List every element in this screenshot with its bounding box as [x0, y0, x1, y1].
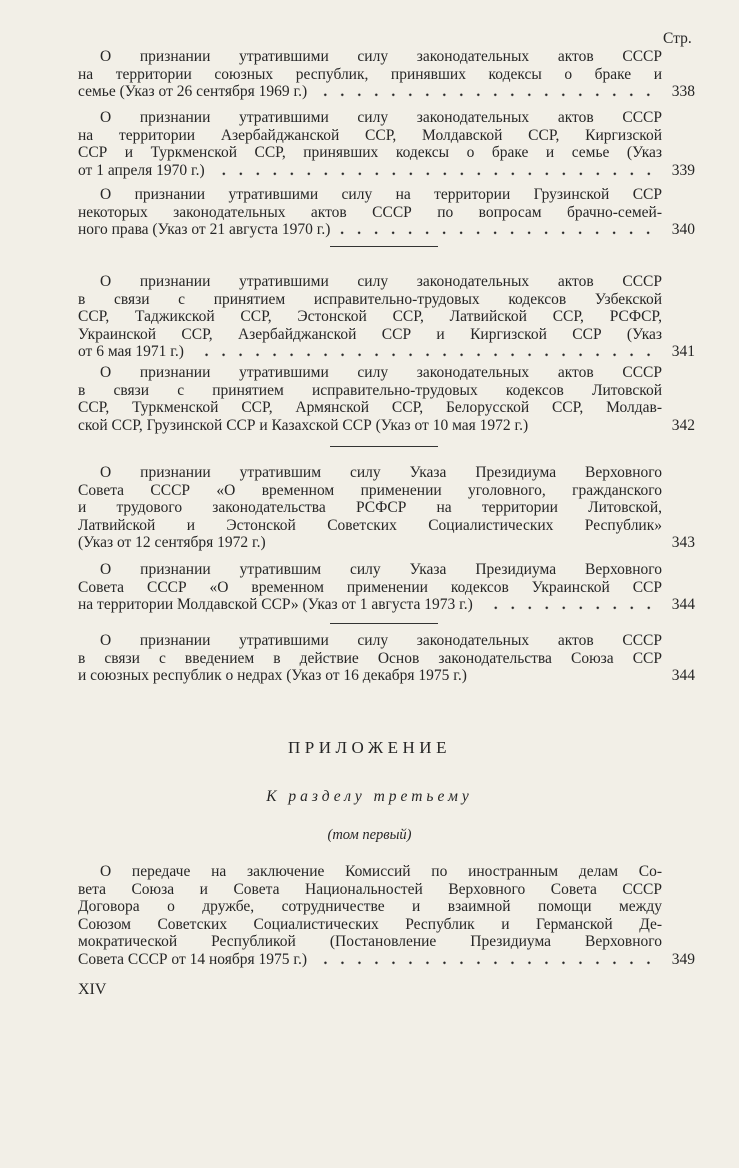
entry-page-number: 339 [671, 161, 695, 179]
entry-line: Союзом Советских Социалистических Республик и Германской Де- [78, 915, 662, 933]
entry-page-number: 344 [671, 596, 695, 614]
dot-leader [317, 951, 657, 969]
entry-text: и союзных республик о недрах (Указ от 16 декабря 1975 г.) [78, 667, 467, 685]
entry-page-number: 340 [671, 221, 695, 239]
entry-page-number: 343 [671, 534, 695, 552]
toc-entry [78, 863, 695, 969]
toc-entry [78, 273, 695, 361]
entry-last-line [78, 417, 695, 435]
entry-page-number: 341 [671, 343, 695, 361]
entry-line: в связи с принятием исправительно-трудовых кодексов Узбекской [78, 290, 662, 308]
entry-line: на территории союзных республик, принявших кодексы о браке и [78, 65, 662, 83]
entry-line: на территории Азербайджанской ССР, Молдавской ССР, Киргизской [78, 126, 662, 144]
entry-line: ССР и Туркменской ССР, принявших кодексы о браке и семье (Указ [78, 144, 662, 162]
entry-last-line [78, 83, 695, 101]
toc-entry [78, 186, 695, 239]
entry-last-line [78, 667, 695, 685]
entry-text: на территории Молдавской ССР» (Указ от 1 августа 1973 г.) [78, 596, 473, 614]
entry-line: Латвийской и Эстонской Советских Социалистических Республик» [78, 516, 662, 534]
entry-last-line [78, 534, 695, 552]
entry-last-line [78, 343, 695, 361]
entry-last-line [78, 596, 695, 614]
page-number: XIV [78, 981, 107, 998]
entry-last-line [78, 162, 695, 180]
entry-line: некоторых законодательных актов СССР по вопросам брачно-семей- [78, 203, 662, 221]
entry-line: в связи с введением в действие Основ законодательства Союза ССР [78, 649, 662, 667]
entry-line: Совета СССР «О временном применении уголовного, гражданского [78, 481, 662, 499]
toc-entry [78, 48, 695, 101]
entry-text: Совета СССР от 14 ноября 1975 г.) [78, 950, 308, 968]
toc-entry [78, 364, 695, 434]
entry-line: О признании утратившими силу законодательных актов СССР [100, 109, 662, 126]
entry-page-number: 349 [671, 950, 695, 968]
spacer [467, 667, 663, 685]
entry-line: О признании утратившими силу законодательных актов СССР [100, 364, 662, 381]
entry-line: Украинской ССР, Азербайджанской ССР и Киргизской ССР (Указ [78, 325, 662, 343]
dot-leader [483, 596, 657, 614]
appendix-section-heading: К разделу третьему [266, 788, 473, 805]
dot-leader [317, 83, 657, 101]
spacer [266, 534, 663, 552]
entry-text: ного права (Указ от 21 августа 1970 г.) [78, 221, 331, 239]
entry-line: и трудового законодательства РСФСР на территории Литовской, [78, 499, 662, 517]
entry-line: Договора о дружбе, сотрудничестве и взаимной помощи между [78, 898, 662, 916]
spacer [528, 417, 663, 435]
entry-line: мократической Республикой (Постановление Президиума Верховного [78, 933, 662, 951]
entry-line: О признании утратившими силу законодательных актов СССР [100, 273, 662, 290]
entry-text: (Указ от 12 сентября 1972 г.) [78, 534, 266, 552]
section-divider [330, 623, 438, 624]
entry-line: ССР, Таджикской ССР, Эстонской ССР, Латвийской ССР, РСФСР, [78, 308, 662, 326]
entry-line: в связи с принятием исправительно-трудовых кодексов Литовской [78, 381, 662, 399]
entry-page-number: 342 [671, 416, 695, 434]
entry-text: семье (Указ от 26 сентября 1969 г.) [78, 83, 308, 101]
appendix-volume-label: (том первый) [327, 827, 412, 843]
entry-line: О признании утратившим силу Указа Президиума Верховного [100, 464, 662, 481]
entry-line: О признании утратившим силу Указа Президиума Верховного [100, 561, 662, 578]
section-divider [330, 246, 438, 247]
entry-line: вета Союза и Совета Национальностей Верховного Совета СССР [78, 880, 662, 898]
appendix-title: ПРИЛОЖЕНИЕ [288, 738, 451, 757]
entry-line: ССР, Туркменской ССР, Армянской ССР, Белорусской ССР, Молдав- [78, 399, 662, 417]
toc-entry [78, 561, 695, 614]
entry-last-line [78, 221, 695, 239]
entry-line: О признании утратившими силу на территории Грузинской ССР [100, 186, 662, 203]
entry-line: Совета СССР «О временном применении кодексов Украинской ССР [78, 578, 662, 596]
entry-text: ской ССР, Грузинской ССР и Казахской ССР (Указ от 10 мая 1972 г.) [78, 416, 529, 434]
toc-entry [78, 109, 695, 179]
entry-text: от 1 апреля 1970 г.) [78, 161, 205, 179]
entry-line: О передаче на заключение Комиссий по иностранным делам Со- [100, 863, 662, 880]
dot-leader [194, 343, 657, 361]
entry-line: О признании утратившими силу законодательных актов СССР [100, 632, 662, 649]
dot-leader [215, 162, 657, 180]
entry-line: О признании утратившими силу законодательных актов СССР [100, 48, 662, 65]
entry-page-number: 344 [671, 667, 695, 685]
toc-entry [78, 464, 695, 552]
dot-leader [340, 221, 657, 239]
entry-page-number: 338 [671, 83, 695, 101]
section-divider [330, 446, 438, 447]
entry-last-line [78, 951, 695, 969]
toc-entry [78, 632, 695, 685]
page-column-header: Стр. [663, 30, 692, 47]
entry-text: от 6 мая 1971 г.) [78, 343, 184, 361]
